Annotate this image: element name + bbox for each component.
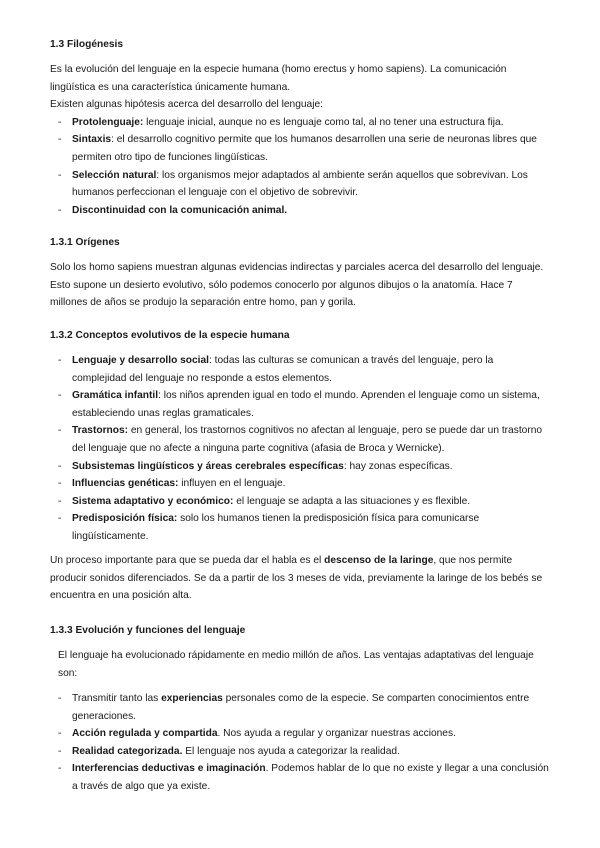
- paragraph: Existen algunas hipótesis acerca del desarrollo del lenguaje:: [50, 99, 323, 111]
- list-item: [50, 387, 550, 422]
- list-item: [50, 510, 550, 545]
- section-origenes-body: [50, 259, 550, 312]
- list-item: [50, 202, 550, 220]
- list-item: [50, 690, 550, 725]
- list-item-text: . Podemos hablar de lo que no existe y llegar a una conclusión a través de algo que ya existe.: [72, 763, 549, 792]
- paragraph-text: , que nos permite producir sonidos diferenciados. Se da a partir de los 3 meses de vida, previamente la laringe de los bebés se encuentra en una posición alta.: [50, 555, 543, 602]
- section-filogenesis: [50, 36, 550, 54]
- list-item: [50, 131, 550, 166]
- list-item-prefix: Transmitir tanto las: [72, 693, 162, 704]
- laringe-paragraph: [50, 552, 550, 605]
- section-evolucion-list: [50, 690, 550, 796]
- advantages-list: [50, 690, 550, 796]
- list-item-term: Realidad categorizada.: [72, 745, 183, 757]
- list-item-term: Influencias genéticas:: [72, 478, 179, 490]
- paragraph: El lenguaje ha evolucionado rápidamente en medio millón de años. Las ventajas adaptativas del lenguaje son:: [58, 650, 534, 679]
- paragraph-text: Un proceso importante para que se pueda dar el habla es el: [50, 555, 325, 566]
- list-item-text: : todas las culturas se comunican a través del lenguaje, pero la complejidad del lenguaje no responde a estos elementos.: [72, 355, 494, 384]
- list-item-text: en general, los trastornos cognitivos no afectan al lenguaje, pero se puede dar un trastorno del lenguaje que no afecte a ninguna parte cognitiva (afasia de Broca y Wernicke).: [72, 425, 543, 454]
- list-item-text: : los organismos mejor adaptados al ambiente serán aquellos que sobrevivan. Los humanos perfeccionan el lenguaje con el objetivo de sobrevivir.: [72, 169, 528, 199]
- list-item-text: el lenguaje se adapta a las situaciones y es flexible.: [233, 495, 471, 507]
- list-item-term: Lenguaje y desarrollo social: [72, 355, 210, 366]
- list-item-term: Sintaxis: [72, 134, 112, 146]
- section-evolucion-body: [50, 647, 550, 682]
- section-title: 1.3.2 Conceptos evolutivos de la especie humana: [50, 330, 290, 341]
- list-item: [50, 493, 550, 511]
- list-item-text: influyen en el lenguaje.: [178, 478, 286, 490]
- list-item-text: solo los humanos tienen la predisposición física para comunicarse lingüísticamente.: [72, 513, 480, 542]
- concepts-list: [50, 352, 550, 546]
- paragraph: Solo los homo sapiens muestran algunas evidencias indirectas y parciales acerca del desarrollo del lenguaje. Esto supone un desierto evolutivo, sólo podemos conocerlo por algunos dibujos o la anatomía. Hace 7 millones de años se produjo la separación entre homo, pan y gorila.: [50, 262, 544, 309]
- section-conceptos: [50, 327, 550, 345]
- hypothesis-list: [50, 114, 550, 220]
- section-origenes: [50, 234, 550, 252]
- paragraph-emphasis: descenso de la laringe: [324, 555, 434, 566]
- section-title: 1.3.3 Evolución y funciones del lenguaje: [50, 625, 246, 636]
- list-item: [50, 475, 550, 493]
- list-item-term: Protolenguaje:: [72, 116, 144, 128]
- section-title: 1.3.1 Orígenes: [50, 237, 120, 248]
- list-item-text: personales como de la especie. Se comparten conocimientos entre generaciones.: [72, 693, 530, 722]
- list-item: [50, 458, 550, 476]
- list-item: [50, 422, 550, 457]
- list-item: [50, 167, 550, 202]
- list-item-term: Predisposición física:: [72, 513, 178, 525]
- section-evolucion: [50, 622, 550, 640]
- list-item-text: El lenguaje nos ayuda a categorizar la realidad.: [182, 745, 400, 757]
- list-item-text: lenguaje inicial, aunque no es lenguaje como tal, al no tener una estructura fija.: [143, 116, 504, 128]
- list-item-term: experiencias: [161, 693, 223, 704]
- list-item-term: Discontinuidad con la comunicación animal.: [72, 204, 288, 216]
- list-item: [50, 725, 550, 743]
- list-item-term: Sistema adaptativo y económico:: [72, 495, 234, 507]
- list-item-term: Trastornos:: [72, 425, 129, 437]
- list-item: [50, 760, 550, 795]
- section-title: 1.3 Filogénesis: [50, 39, 124, 50]
- list-item-text: : el desarrollo cognitivo permite que los humanos desarrollen una serie de neuronas libres que permiten otro tipo de funciones lingüísticas.: [72, 134, 537, 163]
- list-item: [50, 114, 550, 132]
- paragraph: Es la evolución del lenguaje en la especie humana (homo erectus y homo sapiens). La comunicación lingüística es una característica únicamente humana.: [50, 64, 507, 93]
- list-item-term: Acción regulada y compartida: [72, 728, 218, 740]
- list-item-text: : los niños aprenden igual en todo el mundo. Aprenden el lenguaje como un sistema, estableciendo unas reglas gramaticales.: [72, 390, 540, 419]
- section-filogenesis-body: [50, 61, 550, 219]
- list-item-term: Selección natural: [72, 169, 157, 181]
- list-item: [50, 743, 550, 761]
- paragraph: [50, 552, 550, 605]
- list-item-text: : hay zonas específicas.: [343, 460, 453, 472]
- list-item-text: . Nos ayuda a regular y organizar nuestras acciones.: [217, 728, 456, 740]
- list-item-term: Gramática infantil: [72, 390, 159, 402]
- list-item: [50, 352, 550, 387]
- list-item-term: Interferencias deductivas e imaginación: [72, 763, 266, 775]
- list-item-term: Subsistemas lingüísticos y áreas cerebrales específicas: [72, 460, 344, 472]
- section-conceptos-body: [50, 352, 550, 546]
